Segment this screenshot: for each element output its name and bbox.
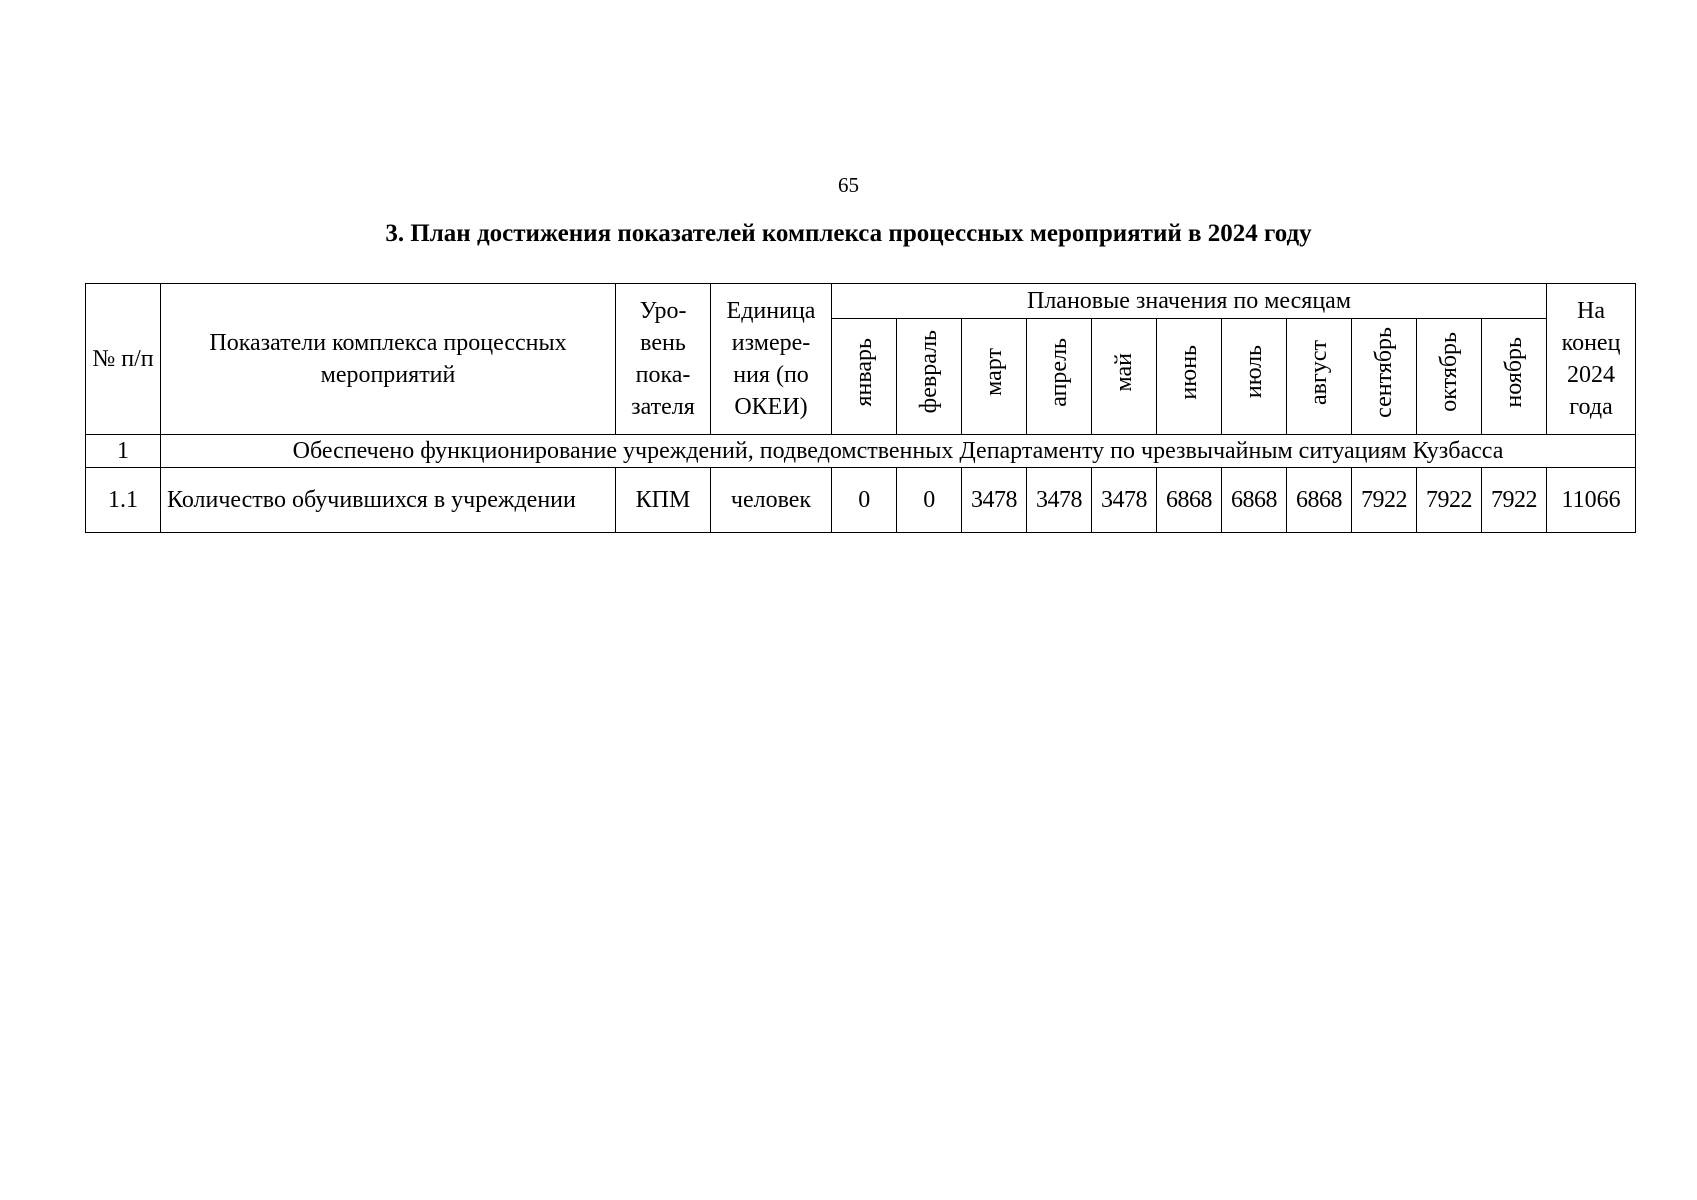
month-label: ноябрь bbox=[1501, 336, 1527, 408]
month-value: 6868 bbox=[1157, 468, 1222, 533]
month-label: октябрь bbox=[1436, 332, 1462, 412]
month-value: 0 bbox=[897, 468, 962, 533]
row-unit: человек bbox=[711, 468, 832, 533]
table-row bbox=[86, 468, 1636, 533]
month-value: 0 bbox=[832, 468, 897, 533]
month-value: 6868 bbox=[1287, 468, 1352, 533]
header-month bbox=[897, 319, 962, 435]
plan-table bbox=[85, 283, 1636, 533]
header-month bbox=[1482, 319, 1547, 435]
month-label: май bbox=[1111, 352, 1137, 392]
header-plan-months: Плановые значения по месяцам bbox=[832, 284, 1547, 319]
header-month bbox=[1157, 319, 1222, 435]
month-label: сентябрь bbox=[1371, 326, 1397, 418]
row-indicator: Количество обучившихся в учреждении bbox=[161, 468, 616, 533]
month-label: февраль bbox=[916, 330, 942, 414]
group-num: 1 bbox=[86, 435, 161, 468]
month-label: август bbox=[1306, 339, 1332, 405]
row-level: КПМ bbox=[616, 468, 711, 533]
month-label: июнь bbox=[1176, 344, 1202, 400]
month-label: апрель bbox=[1046, 337, 1072, 407]
header-month bbox=[1222, 319, 1287, 435]
month-label: март bbox=[981, 348, 1007, 396]
header-num: № п/п bbox=[86, 284, 161, 435]
month-value: 3478 bbox=[1027, 468, 1092, 533]
month-label: июль bbox=[1241, 345, 1267, 399]
header-month bbox=[1027, 319, 1092, 435]
month-value: 7922 bbox=[1417, 468, 1482, 533]
header-month bbox=[832, 319, 897, 435]
header-month bbox=[962, 319, 1027, 435]
group-title: Обеспечено функционирование учреждений, подведомственных Департаменту по чрезвычайным ситуациям Кузбасса bbox=[161, 435, 1636, 468]
header-indicator: Показатели комплекса процессных мероприятий bbox=[161, 284, 616, 435]
month-value: 6868 bbox=[1222, 468, 1287, 533]
document-title: 3. План достижения показателей комплекса процессных мероприятий в 2024 году bbox=[385, 220, 1312, 247]
header-month bbox=[1092, 319, 1157, 435]
header-level: Уро-вень пока-зателя bbox=[616, 284, 711, 435]
page-number: 65 bbox=[838, 173, 859, 197]
header-month bbox=[1417, 319, 1482, 435]
header-unit: Единица измере-ния (по ОКЕИ) bbox=[711, 284, 832, 435]
group-row bbox=[86, 435, 1636, 468]
header-year-end: На конец 2024 года bbox=[1547, 284, 1636, 435]
row-num: 1.1 bbox=[86, 468, 161, 533]
header-month bbox=[1352, 319, 1417, 435]
month-label: январь bbox=[851, 337, 877, 407]
month-value: 7922 bbox=[1482, 468, 1547, 533]
month-value: 3478 bbox=[962, 468, 1027, 533]
month-value: 7922 bbox=[1352, 468, 1417, 533]
row-year-end: 11066 bbox=[1547, 468, 1636, 533]
header-month bbox=[1287, 319, 1352, 435]
month-value: 3478 bbox=[1092, 468, 1157, 533]
